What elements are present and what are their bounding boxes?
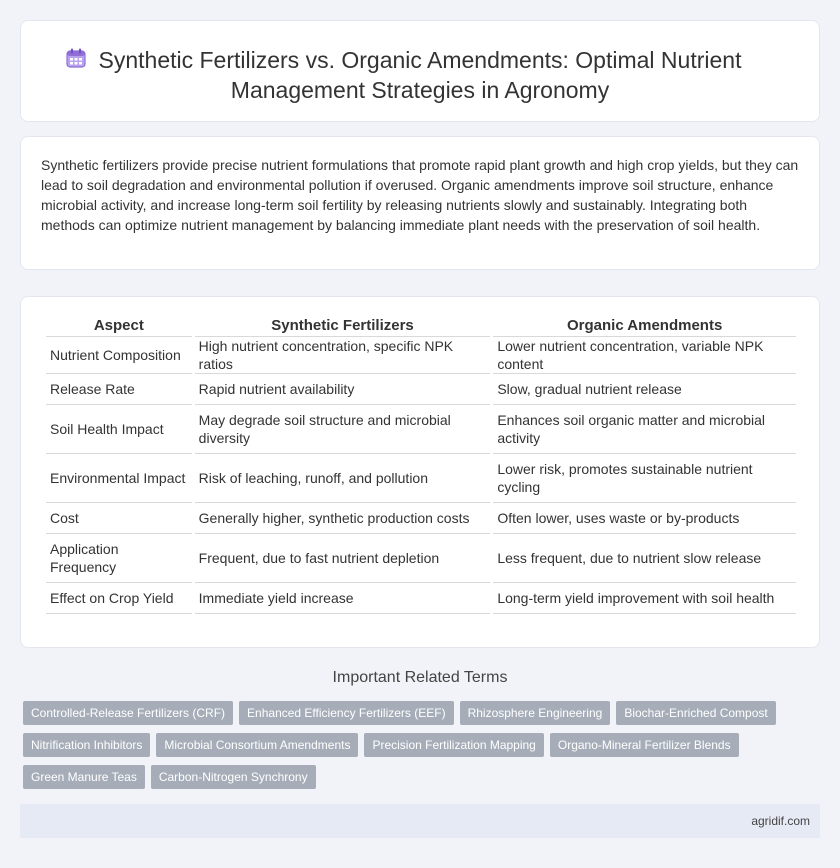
table-row bbox=[46, 454, 796, 503]
related-term-tag[interactable]: Carbon-Nitrogen Synchrony bbox=[151, 765, 316, 789]
related-term-tag[interactable]: Green Manure Teas bbox=[23, 765, 145, 789]
related-term-tag[interactable]: Nitrification Inhibitors bbox=[23, 733, 150, 757]
intro-paragraph: Synthetic fertilizers provide precise nutrient formulations that promote rapid plant growth and high crop yields, but they can lead to soil degradation and environmental pollution if overused. Organic amendments improve soil structure, enhance microbial activity, and increase long-term soil fertility by releasing nutrients slowly and sustainably. Integrating both methods can optimize nutrient management by balancing immediate plant needs with the preservation of soil health. bbox=[41, 157, 799, 233]
related-term-tag[interactable]: Rhizosphere Engineering bbox=[460, 701, 611, 725]
table-row bbox=[46, 337, 796, 374]
intro-card bbox=[20, 136, 820, 270]
table-cell: Lower risk, promotes sustainable nutrient cycling bbox=[493, 454, 796, 503]
related-term-tag[interactable]: Controlled-Release Fertilizers (CRF) bbox=[23, 701, 233, 725]
table-cell: Frequent, due to fast nutrient depletion bbox=[195, 534, 491, 583]
table-row bbox=[46, 503, 796, 534]
table-header-row bbox=[46, 315, 796, 337]
table-cell: Rapid nutrient availability bbox=[195, 374, 491, 405]
table-row bbox=[46, 534, 796, 583]
table-row bbox=[46, 405, 796, 454]
title-card bbox=[20, 20, 820, 122]
table-row bbox=[46, 374, 796, 405]
related-terms-list bbox=[23, 701, 783, 789]
footer bbox=[20, 804, 820, 838]
table-cell: Risk of leaching, runoff, and pollution bbox=[195, 454, 491, 503]
table-cell: Lower nutrient concentration, variable NPK content bbox=[493, 337, 796, 374]
table-cell: Release Rate bbox=[46, 374, 192, 405]
table-cell: May degrade soil structure and microbial diversity bbox=[195, 405, 491, 454]
header-synthetic: Synthetic Fertilizers bbox=[195, 315, 491, 337]
table-cell: Cost bbox=[46, 503, 192, 534]
table-cell: Nutrient Composition bbox=[46, 337, 192, 374]
table-cell: High nutrient concentration, specific NPK ratios bbox=[195, 337, 491, 374]
table-cell: Slow, gradual nutrient release bbox=[493, 374, 796, 405]
comparison-table-card bbox=[20, 296, 820, 648]
table-cell: Generally higher, synthetic production costs bbox=[195, 503, 491, 534]
header-organic: Organic Amendments bbox=[493, 315, 796, 337]
table-cell: Immediate yield increase bbox=[195, 583, 491, 614]
table-cell: Effect on Crop Yield bbox=[46, 583, 192, 614]
table-cell: Soil Health Impact bbox=[46, 405, 192, 454]
table-cell: Often lower, uses waste or by-products bbox=[493, 503, 796, 534]
related-term-tag[interactable]: Biochar-Enriched Compost bbox=[616, 701, 775, 725]
footer-site-link[interactable]: agridif.com bbox=[751, 814, 810, 828]
table-cell: Enhances soil organic matter and microbial activity bbox=[493, 405, 796, 454]
related-term-tag[interactable]: Enhanced Efficiency Fertilizers (EEF) bbox=[239, 701, 454, 725]
header-aspect: Aspect bbox=[46, 315, 192, 337]
related-terms-heading: Important Related Terms bbox=[332, 669, 508, 686]
related-term-tag[interactable]: Precision Fertilization Mapping bbox=[364, 733, 543, 757]
table-cell: Less frequent, due to nutrient slow release bbox=[493, 534, 796, 583]
table-row bbox=[46, 583, 796, 614]
related-term-tag[interactable]: Microbial Consortium Amendments bbox=[156, 733, 358, 757]
table-cell: Environmental Impact bbox=[46, 454, 192, 503]
table-cell: Application Frequency bbox=[46, 534, 192, 583]
page-title: Synthetic Fertilizers vs. Organic Amendments: Optimal Nutrient Management Strategies in Agronomy bbox=[98, 47, 742, 103]
comparison-table bbox=[43, 315, 799, 614]
table-cell: Long-term yield improvement with soil health bbox=[493, 583, 796, 614]
related-term-tag[interactable]: Organo-Mineral Fertilizer Blends bbox=[550, 733, 739, 757]
